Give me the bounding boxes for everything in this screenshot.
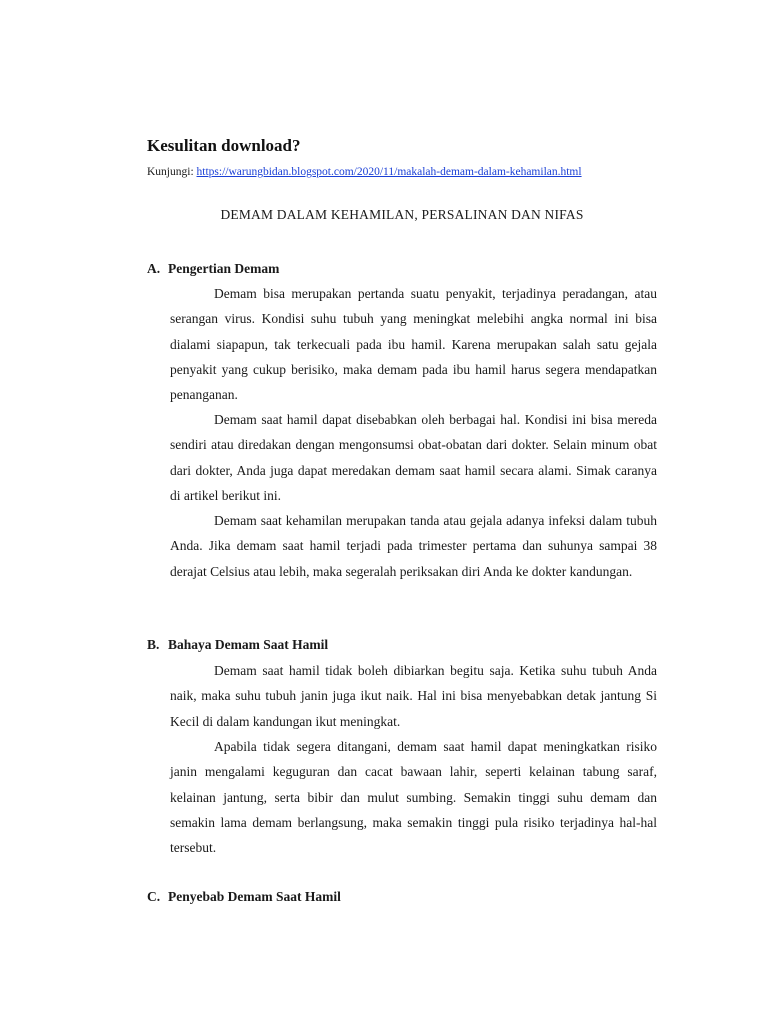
section-letter: A. [147, 261, 161, 276]
paragraph: Demam saat hamil tidak boleh dibiarkan begitu saja. Ketika suhu tubuh Anda naik, maka suhu tubuh janin juga ikut naik. Hal ini bisa menyebabkan detak jantung Si Kecil di dalam kandungan ikut meningkat. [170, 663, 657, 729]
section-title: Penyebab Demam Saat Hamil [168, 889, 341, 904]
paragraph: Demam saat kehamilan merupakan tanda atau gejala adanya infeksi dalam tubuh Anda. Jika demam saat hamil terjadi pada trimester pertama dan suhunya sampai 38 derajat Celsius atau lebih, maka segeralah periksakan diri Anda ke dokter kandungan. [170, 513, 657, 579]
section-heading-b [147, 637, 328, 653]
paragraph: Demam saat hamil dapat disebabkan oleh berbagai hal. Kondisi ini bisa mereda sendiri atau diredakan dengan mengonsumsi obat-obatan dari dokter. Selain minum obat dari dokter, Anda juga dapat meredakan demam saat hamil secara alami. Simak caranya di artikel berikut ini. [170, 412, 657, 503]
section-letter: B. [147, 637, 160, 652]
visit-link[interactable]: https://warungbidan.blogspot.com/2020/11/makalah-demam-dalam-kehamilan.html [196, 166, 582, 178]
document-title: DEMAM DALAM KEHAMILAN, PERSALINAN DAN NIFAS [220, 207, 584, 222]
paragraph: Demam bisa merupakan pertanda suatu penyakit, terjadinya peradangan, atau serangan virus. Kondisi suhu tubuh yang meningkat melebihi angka normal ini bisa dialami siapapun, tak terkecuali pada ibu hamil. Karena merupakan salah satu gejala penyakit yang cukup berisiko, maka demam pada ibu hamil harus segera mendapatkan penanganan. [170, 286, 657, 403]
section-title: Pengertian Demam [168, 261, 280, 276]
paragraph: Apabila tidak segera ditangani, demam saat hamil dapat meningkatkan risiko janin mengalami keguguran dan cacat bawaan lahir, seperti kelainan tabung saraf, kelainan jantung, serta bibir dan mulut sumbing. Semakin tinggi suhu demam dan semakin lama demam berlangsung, maka semakin tinggi pula risiko terjadinya hal-hal tersebut. [170, 739, 657, 856]
section-title: Bahaya Demam Saat Hamil [168, 637, 329, 652]
section-heading-a [147, 261, 279, 277]
visit-line [147, 166, 582, 178]
visit-label: Kunjungi: [147, 166, 197, 178]
section-letter: C. [147, 889, 161, 904]
section-heading-c [147, 889, 341, 905]
download-help-title: Kesulitan download? [147, 136, 301, 155]
